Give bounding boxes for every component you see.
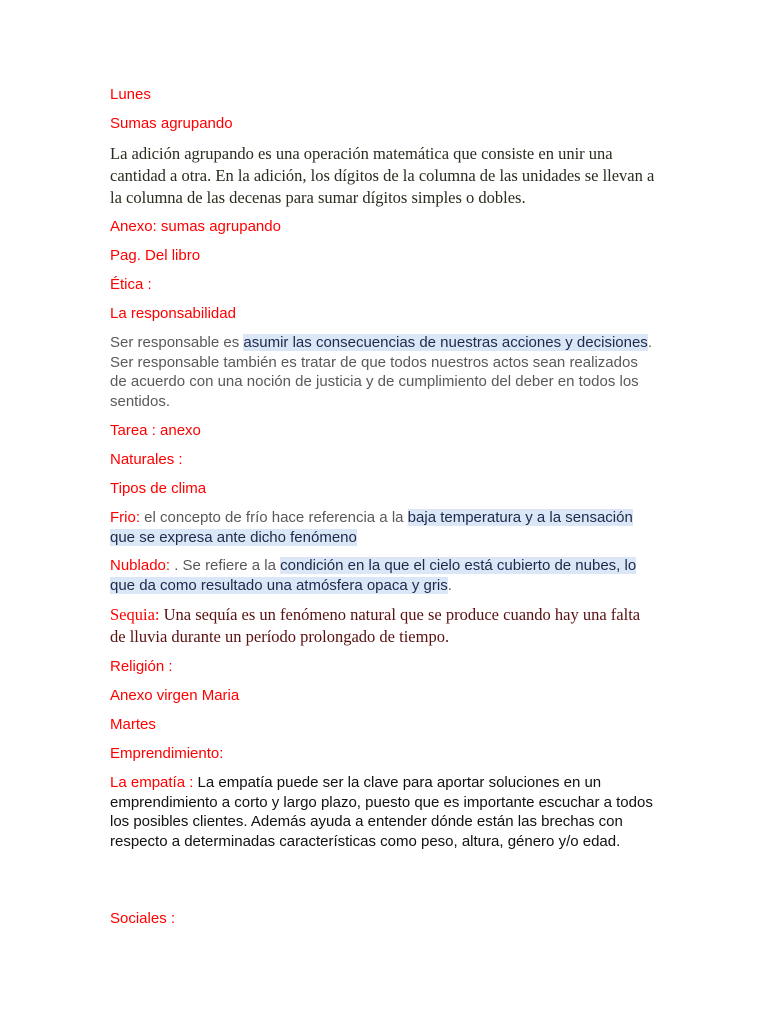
responsable-lead: Ser responsable es bbox=[110, 334, 244, 351]
line-pag-libro: Pag. Del libro bbox=[110, 247, 201, 264]
heading-naturales: Naturales : bbox=[110, 451, 183, 468]
responsable-rest: . Ser responsable también es tratar de que todos nuestros actos sean realizados de acuerdo con una noción de justicia y de cumplimiento del deber en todos los sentidos. bbox=[110, 334, 652, 410]
empatia-label: La empatía : bbox=[110, 774, 194, 791]
heading-martes: Martes bbox=[110, 716, 156, 733]
line-anexo-virgen: Anexo virgen Maria bbox=[110, 687, 240, 704]
nublado-label: Nublado: bbox=[110, 557, 171, 574]
frio-lead: el concepto de frío hace referencia a la bbox=[140, 509, 408, 526]
empatia-text: La empatía puede ser la clave para aportar soluciones en un emprendimiento a corto y largo plazo, puesto que es importante escuchar a todos los posibles clientes. Además ayuda a entender dónde están las brechas con respecto a determinadas características como peso, altura, género y/o edad. bbox=[110, 774, 653, 850]
heading-etica: Ética : bbox=[110, 276, 152, 293]
paragraph-sequia bbox=[110, 604, 658, 648]
heading-sumas-agrupando: Sumas agrupando bbox=[110, 115, 233, 132]
heading-sociales: Sociales : bbox=[110, 910, 176, 927]
heading-emprendimiento: Emprendimiento: bbox=[110, 745, 224, 762]
paragraph-empatia bbox=[110, 773, 658, 851]
heading-tipos-clima: Tipos de clima bbox=[110, 480, 207, 497]
paragraph-responsable bbox=[110, 333, 658, 411]
sequia-label: Sequia: bbox=[110, 605, 160, 624]
frio-label: Frio: bbox=[110, 509, 140, 526]
nublado-highlight: condición en la que el cielo está cubierto de nubes, lo que da como resultado una atmósfera opaca y gris bbox=[110, 557, 637, 594]
heading-lunes: Lunes bbox=[110, 86, 151, 103]
sequia-text: Una sequía es un fenómeno natural que se produce cuando hay una falta de lluvia durante un período prolongado de tiempo. bbox=[110, 605, 641, 646]
responsable-highlight: asumir las consecuencias de nuestras acciones y decisiones bbox=[243, 334, 648, 351]
nublado-end: . bbox=[447, 576, 452, 594]
paragraph-frio bbox=[110, 508, 658, 547]
line-anexo-sumas: Anexo: sumas agrupando bbox=[110, 218, 281, 235]
nublado-lead: . Se refiere a la bbox=[170, 557, 281, 574]
paragraph-adicion: La adición agrupando es una operación matemática que consiste en unir una cantidad a otra. En la adición, los dígitos de la columna de las unidades se llevan a la columna de las decenas para sumar dígitos simples o dobles. bbox=[110, 144, 655, 207]
heading-religion: Religión : bbox=[110, 658, 173, 675]
paragraph-nublado bbox=[110, 556, 658, 595]
frio-highlight: baja temperatura y a la sensación que se expresa ante dicho fenómeno bbox=[110, 509, 633, 546]
line-tarea: Tarea : anexo bbox=[110, 422, 201, 439]
heading-responsabilidad: La responsabilidad bbox=[110, 305, 236, 322]
